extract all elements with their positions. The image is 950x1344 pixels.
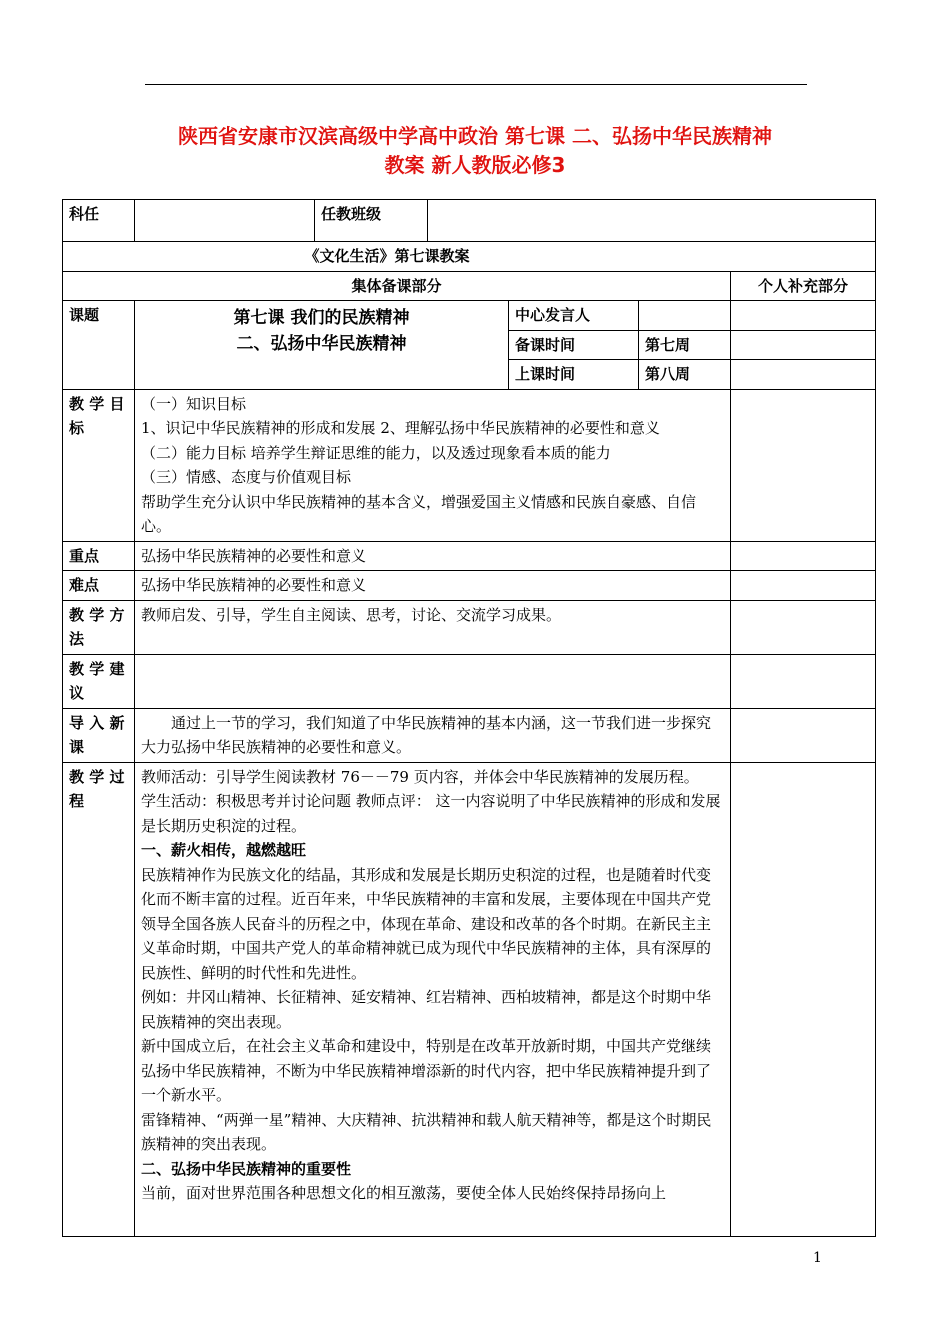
prep-time-extra (731, 330, 876, 360)
goals-extra (731, 389, 876, 541)
process-paragraph: 当前，面对世界范围各种思想文化的相互激荡，要使全体人民始终保持昂扬向上 (141, 1184, 667, 1202)
difficulty-text: 弘扬中华民族精神的必要性和意义 (135, 571, 731, 601)
topic-line1: 第七课 我们的民族精神 (233, 308, 410, 328)
class-time-label: 上课时间 (509, 360, 639, 390)
process-paragraph: 民族精神作为民族文化的结晶，其形成和发展是长期历史积淀的过程，也是随着时代变化而不断丰富的过程。近百年来，中华民族精神的丰富和发展，主要体现在中国共产党领导全国各族人民奋斗的历程之中，体现在革命、建设和改革的各个时期。在新民主主义革命时期，中国共产党人的革命精神就已成为现代中华民族精神的主体，具有深厚的民族性、鲜明的时代性和先进性。 (141, 865, 712, 982)
document-title-line1: 陕西省安康市汉滨高级中学高中政治 第七课 二、弘扬中华民族精神 (178, 124, 772, 148)
suggestion-text (135, 654, 731, 708)
topic-line2: 二、弘扬中华民族精神 (236, 334, 407, 354)
subject-label: 科任 (63, 200, 135, 242)
class-time-value: 第八周 (639, 360, 731, 390)
goal-line: （三）情感、态度与价值观目标 (141, 468, 352, 486)
class-value (428, 200, 876, 242)
process-content (135, 762, 731, 1236)
class-label: 任教班级 (315, 200, 428, 242)
process-extra (731, 762, 876, 1236)
key-point-label: 重点 (63, 541, 135, 571)
difficulty-extra (731, 571, 876, 601)
process-label: 教 学 过 程 (63, 762, 135, 1236)
speaker-extra (731, 301, 876, 331)
page-number: 1 (813, 1250, 822, 1266)
method-extra (731, 600, 876, 654)
process-paragraph: 教师活动：引导学生阅读教材 76－－79 页内容，并体会中华民族精神的发展历程。 (141, 767, 699, 786)
method-label: 教 学 方 法 (63, 600, 135, 654)
speaker-label: 中心发言人 (509, 301, 639, 331)
topic-label: 课题 (63, 301, 135, 390)
difficulty-label: 难点 (63, 571, 135, 601)
suggestion-extra (731, 654, 876, 708)
intro-text: 通过上一节的学习，我们知道了中华民族精神的基本内涵，这一节我们进一步探究大力弘扬中华民族精神的必要性和意义。 (135, 708, 731, 762)
course-title: 《文化生活》第七课教案 (63, 242, 876, 272)
process-paragraph: 雷锋精神、“两弹一星”精神、大庆精神、抗洪精神和载人航天精神等，都是这个时期民族精神的突出表现。 (141, 1110, 712, 1153)
key-point-text: 弘扬中华民族精神的必要性和意义 (135, 541, 731, 571)
goal-line: 帮助学生充分认识中华民族精神的基本含义，增强爱国主义情感和民族自豪感、自信心。 (141, 492, 697, 535)
goal-line: （一）知识目标 (141, 394, 247, 413)
process-heading: 二、弘扬中华民族精神的重要性 (141, 1159, 352, 1178)
intro-extra (731, 708, 876, 762)
topic-title (135, 301, 509, 390)
subject-value (135, 200, 315, 242)
goal-line: 1、识记中华民族精神的形成和发展 2、理解弘扬中华民族精神的必要性和意义 (141, 419, 660, 437)
intro-label: 导 入 新 课 (63, 708, 135, 762)
lesson-plan-table (62, 199, 876, 1237)
process-paragraph: 新中国成立后，在社会主义革命和建设中，特别是在改革开放新时期，中国共产党继续弘扬中华民族精神，不断为中华民族精神增添新的时代内容，把中华民族精神提升到了一个新水平。 (141, 1037, 712, 1104)
collective-prep-label: 集体备课部分 (63, 271, 731, 301)
personal-supplement-label: 个人补充部分 (731, 271, 876, 301)
document-title-line2: 教案 新人教版必修3 (384, 153, 566, 177)
prep-time-value: 第七周 (639, 330, 731, 360)
goal-line: （二）能力目标 培养学生辩证思维的能力，以及透过现象看本质的能力 (141, 443, 611, 462)
process-paragraph: 例如：井冈山精神、长征精神、延安精神、红岩精神、西柏坡精神，都是这个时期中华民族精神的突出表现。 (141, 988, 712, 1031)
suggestion-label: 教 学 建 议 (63, 654, 135, 708)
speaker-value (639, 301, 731, 331)
goals-label: 教 学 目 标 (63, 389, 135, 541)
goals-content (135, 389, 731, 541)
process-paragraph: 学生活动：积极思考并讨论问题 教师点评： 这一内容说明了中华民族精神的形成和发展是长期历史积淀的过程。 (141, 792, 721, 835)
header-rule (145, 84, 807, 85)
method-text: 教师启发、引导，学生自主阅读、思考，讨论、交流学习成果。 (135, 600, 731, 654)
key-point-extra (731, 541, 876, 571)
prep-time-label: 备课时间 (509, 330, 639, 360)
class-time-extra (731, 360, 876, 390)
process-heading: 一、薪火相传，越燃越旺 (141, 841, 307, 859)
